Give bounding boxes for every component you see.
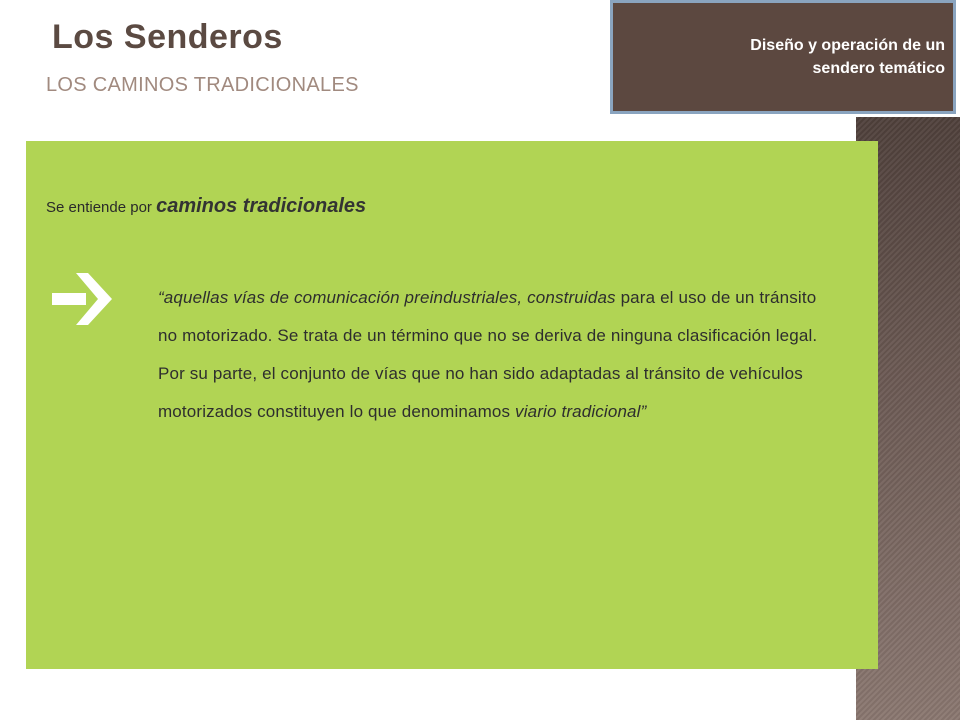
topic-line-1: Diseño y operación de un	[750, 37, 945, 54]
slide-title: Los Senderos	[52, 18, 283, 56]
topic-box	[610, 0, 956, 114]
topic-line-2: sendero temático	[812, 60, 945, 77]
quote-italic-end: viario tradicional”	[515, 402, 647, 421]
quote-italic-start: “aquellas vías de comunicación preindustriales, construidas	[158, 288, 616, 307]
intro-prefix: Se entiende por	[46, 199, 157, 216]
content-panel	[26, 141, 878, 669]
intro-term: caminos tradicionales	[156, 195, 367, 217]
arrow-right-icon	[46, 269, 116, 329]
quote-body: para el uso de un tránsito no motorizado. Se trata de un término que no se deriva de ninguna clasificación legal. Por su parte, el conjunto de vías que no han sido adaptadas al tránsito de vehículos motorizados constituyen lo que denominamos	[158, 288, 818, 421]
definition-quote	[158, 279, 828, 431]
slide-subtitle: LOS CAMINOS TRADICIONALES	[46, 74, 359, 96]
definition-intro	[46, 195, 366, 218]
